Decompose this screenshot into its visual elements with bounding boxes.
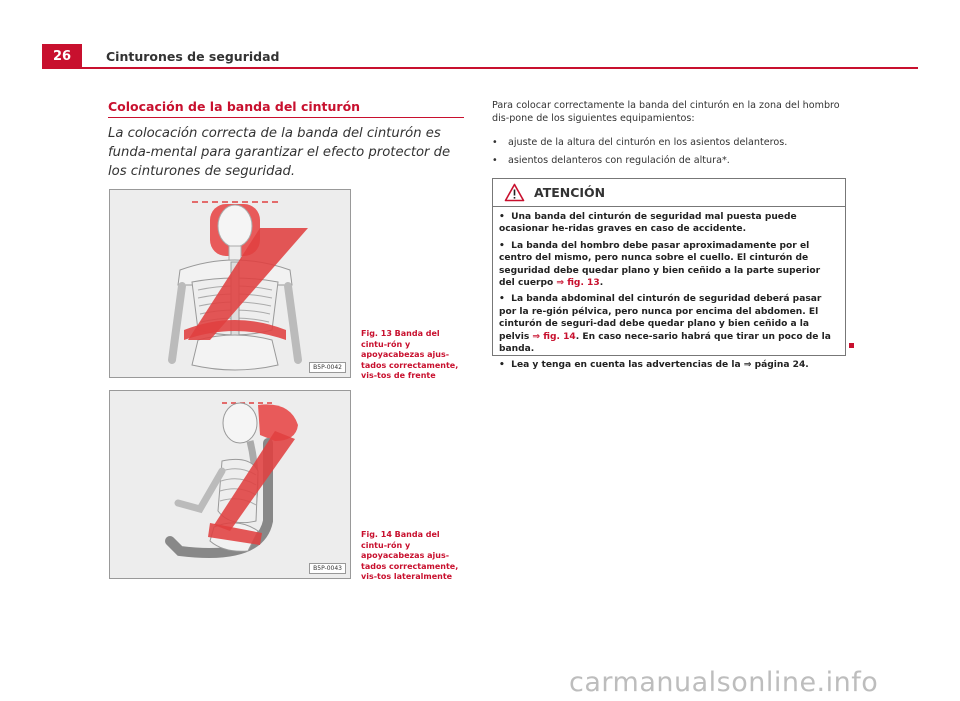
warning-item xyxy=(499,240,839,290)
figure-14-caption: Fig. 14 Banda del cintu-rón y apoyacabezas ajus-tados correctamente, vis-tos lateralmente xyxy=(361,530,459,581)
warning-item-text: Lea y tenga en cuenta las advertencias de la ⇒ página 24. xyxy=(511,360,809,371)
list-item-text: ajuste de la altura del cinturón en los asientos delanteros. xyxy=(508,137,788,148)
figure-13-caption: Fig. 13 Banda del cintu-rón y apoyacabezas ajus-tados correctamente, vis-tos de frente xyxy=(361,329,459,380)
section-title: Colocación de la banda del cinturón xyxy=(108,99,361,114)
equipment-intro: Para colocar correctamente la banda del cinturón en la zona del hombro dis-pone de los siguientes equipamientos: xyxy=(492,100,840,124)
warning-box xyxy=(492,178,846,371)
front-view-illustration xyxy=(110,190,350,377)
warning-header xyxy=(493,179,845,207)
arm xyxy=(178,471,222,509)
pelvis xyxy=(192,335,278,370)
section-intro: La colocación correcta de la banda del cinturón es funda-mental para garantizar el efecto protector de los cinturones de seguridad. xyxy=(108,126,451,179)
list-item xyxy=(492,137,852,150)
watermark: carmanualsonline.info xyxy=(569,667,879,698)
right-arm xyxy=(288,286,298,360)
warning-item-tail: . En caso nece-sario habrá que tirar un poco de la banda. xyxy=(499,331,831,355)
warning-body xyxy=(493,207,845,372)
figure-13-front-view xyxy=(109,189,351,378)
bullet-icon: • xyxy=(499,240,505,251)
bullet-icon: • xyxy=(499,212,505,222)
bullet-icon: • xyxy=(499,360,505,371)
side-view-illustration xyxy=(110,391,350,578)
page-number: 26 xyxy=(42,44,82,68)
bullet-icon: • xyxy=(499,294,505,305)
list-item xyxy=(492,155,852,168)
figure-14-link[interactable]: ⇒ fig. 14 xyxy=(532,331,576,342)
figure-code: B5P-0042 xyxy=(309,362,346,373)
skull xyxy=(223,403,257,443)
figure-13-link[interactable]: ⇒ fig. 13 xyxy=(556,278,600,289)
warning-item-text: La banda abdominal del cinturón de seguridad deberá pasar por la re-gión pélvica, pero nunca por encima del abdomen. El cinturón de seguri-dad debe quedar plano y bien ceñido a la pelvis xyxy=(499,294,822,342)
section-rule xyxy=(108,117,464,118)
bullet-icon: • xyxy=(492,154,498,166)
warning-item xyxy=(499,293,839,355)
warning-item-text: La banda del hombro debe pasar aproximadamente por el centro del mismo, pero nunca sobre el cuello. El cinturón de seguridad debe quedar plano y bien ceñido a la parte superior del cuerpo xyxy=(499,240,821,289)
warning-item-tail: . xyxy=(599,278,604,289)
warning-title: ATENCIÓN xyxy=(534,185,606,200)
header-rule xyxy=(42,67,918,69)
chapter-title: Cinturones de seguridad xyxy=(106,49,280,64)
warning-item xyxy=(499,211,839,236)
list-item-text: asientos delanteros con regulación de altura*. xyxy=(508,154,730,166)
warning-item xyxy=(499,359,839,371)
left-arm xyxy=(172,286,182,360)
warning-item-text: Una banda del cinturón de seguridad mal puesta puede ocasionar he-ridas graves en caso de accidente. xyxy=(499,212,797,235)
figure-code: B5P-0043 xyxy=(309,563,346,574)
warning-triangle-icon xyxy=(504,183,525,202)
section-end-marker xyxy=(849,343,854,348)
skull xyxy=(218,205,252,247)
figure-14-side-view xyxy=(109,390,351,579)
equipment-list xyxy=(492,137,852,172)
bullet-icon: • xyxy=(492,137,498,148)
